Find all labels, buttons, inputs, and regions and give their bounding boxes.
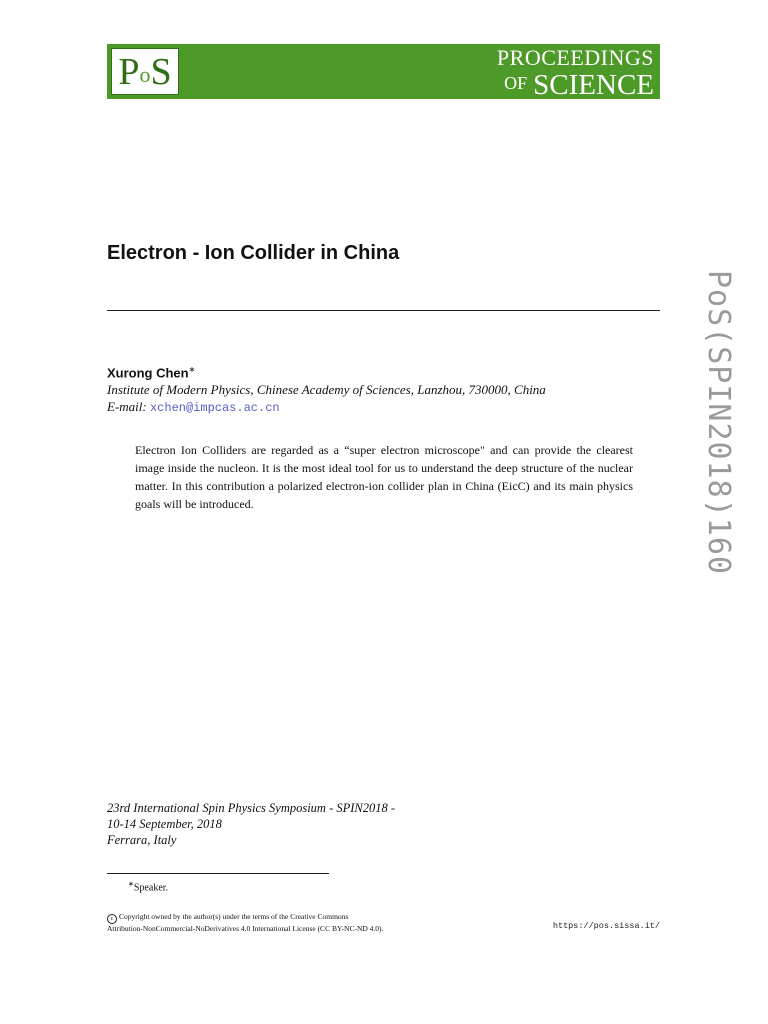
pos-side-identifier: PoS(SPIN2018)160	[701, 270, 736, 575]
conference-info	[107, 800, 395, 848]
pos-logo-text	[112, 49, 178, 98]
license-line-2: Attribution-NonCommercial-NoDerivatives 4.0 International License (CC BY-NC-ND 4.0).	[107, 924, 384, 933]
footnote-text: Speaker.	[133, 882, 169, 894]
conference-location: Ferrara, Italy	[107, 833, 177, 847]
publisher-science	[504, 68, 654, 100]
license-notice	[107, 912, 383, 934]
email-label: E-mail:	[107, 399, 147, 414]
footnote-divider	[107, 873, 329, 874]
publisher-science-word: SCIENCE	[533, 69, 654, 101]
footnote	[128, 877, 168, 895]
abstract: Electron Ion Colliders are regarded as a “super electron microscope" and can provide the clearest image inside the nucleon. It is the most ideal tool for us to understand the deep structure of the nuclear matter. In this contribution a polarized electron-ion collider plan in China (EicC) and its main physics goals will be introduced.	[135, 443, 633, 511]
publisher-proceedings: PROCEEDINGS	[496, 45, 654, 70]
logo-letter-p: P	[118, 51, 140, 93]
author-name	[107, 362, 195, 381]
author-affiliation: Institute of Modern Physics, Chinese Academy of Sciences, Lanzhou, 730000, China	[107, 382, 546, 397]
pos-banner	[107, 44, 660, 99]
author-footnote-mark: ∗	[188, 365, 196, 374]
pos-logo	[111, 48, 179, 95]
conference-dates: 10-14 September, 2018	[107, 817, 222, 831]
license-line-1-text: Copyright owned by the author(s) under the terms of the Creative Commons	[119, 912, 349, 921]
email-link[interactable]: xchen@impcas.ac.cn	[149, 401, 280, 415]
author-email	[107, 399, 280, 416]
pos-url-link[interactable]: https://pos.sissa.it/	[552, 921, 660, 931]
paper-title: Electron - Ion Collider in China	[107, 242, 400, 264]
conference-name: 23rd International Spin Physics Symposium - SPIN2018 -	[107, 801, 396, 815]
footnote-mark: ∗	[128, 880, 134, 888]
title-divider	[107, 310, 660, 311]
copyright-icon: c	[107, 914, 117, 924]
author-name-text: Xurong Chen	[107, 365, 189, 381]
logo-letter-s: S	[150, 51, 172, 93]
logo-letter-o: o	[139, 62, 151, 87]
license-line-1	[107, 912, 383, 924]
publisher-of: OF	[504, 73, 528, 93]
